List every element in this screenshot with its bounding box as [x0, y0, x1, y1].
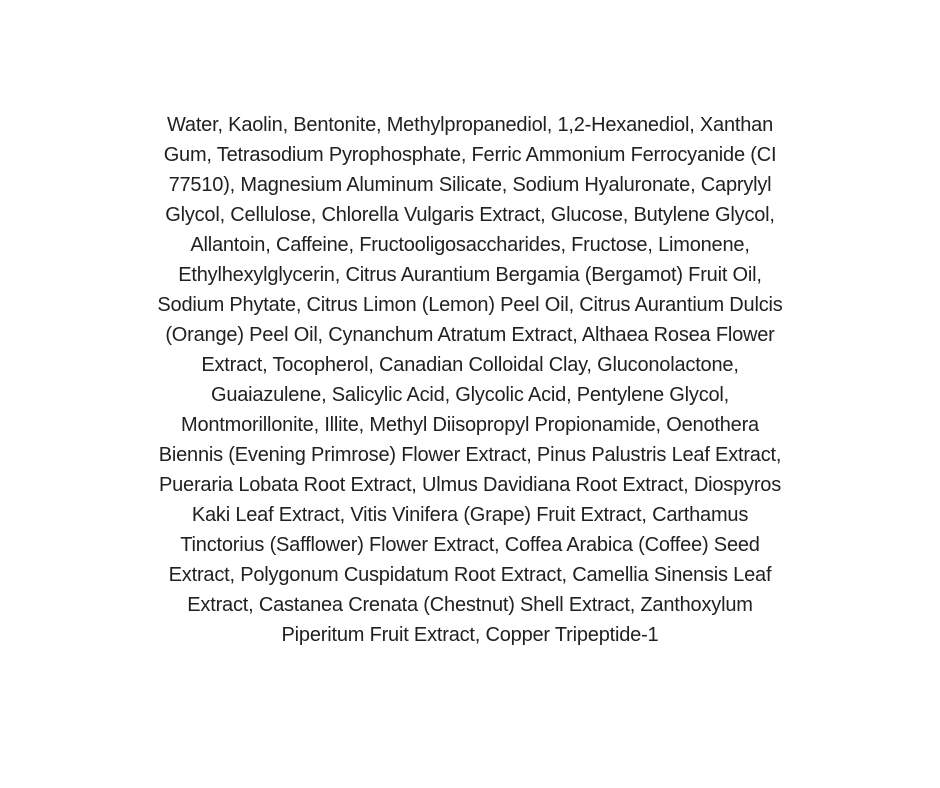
ingredient-line: Piperitum Fruit Extract, Copper Tripeptide-1	[281, 624, 659, 646]
ingredient-line: Extract, Tocopherol, Canadian Colloidal Clay, Gluconolactone,	[201, 354, 739, 376]
ingredient-line: Extract, Castanea Crenata (Chestnut) Shell Extract, Zanthoxylum	[187, 594, 753, 616]
ingredient-line: Biennis (Evening Primrose) Flower Extract, Pinus Palustris Leaf Extract,	[158, 444, 782, 466]
ingredient-line: Gum, Tetrasodium Pyrophosphate, Ferric Ammonium Ferrocyanide (CI	[163, 144, 777, 166]
ingredient-line: Extract, Polygonum Cuspidatum Root Extract, Camellia Sinensis Leaf	[168, 564, 772, 586]
ingredient-line: Pueraria Lobata Root Extract, Ulmus Davidiana Root Extract, Diospyros	[158, 474, 782, 496]
ingredient-list	[80, 110, 860, 650]
ingredient-line: Sodium Phytate, Citrus Limon (Lemon) Peel Oil, Citrus Aurantium Dulcis	[157, 294, 783, 316]
ingredient-line: Glycol, Cellulose, Chlorella Vulgaris Extract, Glucose, Butylene Glycol,	[165, 204, 775, 226]
ingredient-line: Tinctorius (Safflower) Flower Extract, Coffea Arabica (Coffee) Seed	[180, 534, 760, 556]
ingredient-line: Guaiazulene, Salicylic Acid, Glycolic Acid, Pentylene Glycol,	[210, 384, 730, 406]
ingredient-line: 77510), Magnesium Aluminum Silicate, Sodium Hyaluronate, Caprylyl	[168, 174, 772, 196]
ingredient-line: Allantoin, Caffeine, Fructooligosaccharides, Fructose, Limonene,	[190, 234, 750, 256]
ingredient-line: (Orange) Peel Oil, Cynanchum Atratum Extract, Althaea Rosea Flower	[165, 324, 775, 346]
ingredient-line: Montmorillonite, Illite, Methyl Diisopropyl Propionamide, Oenothera	[181, 414, 759, 436]
ingredient-line: Ethylhexylglycerin, Citrus Aurantium Bergamia (Bergamot) Fruit Oil,	[178, 264, 762, 286]
ingredient-line: Water, Kaolin, Bentonite, Methylpropanediol, 1,2-Hexanediol, Xanthan	[166, 114, 774, 136]
ingredient-line: Kaki Leaf Extract, Vitis Vinifera (Grape) Fruit Extract, Carthamus	[191, 504, 749, 526]
